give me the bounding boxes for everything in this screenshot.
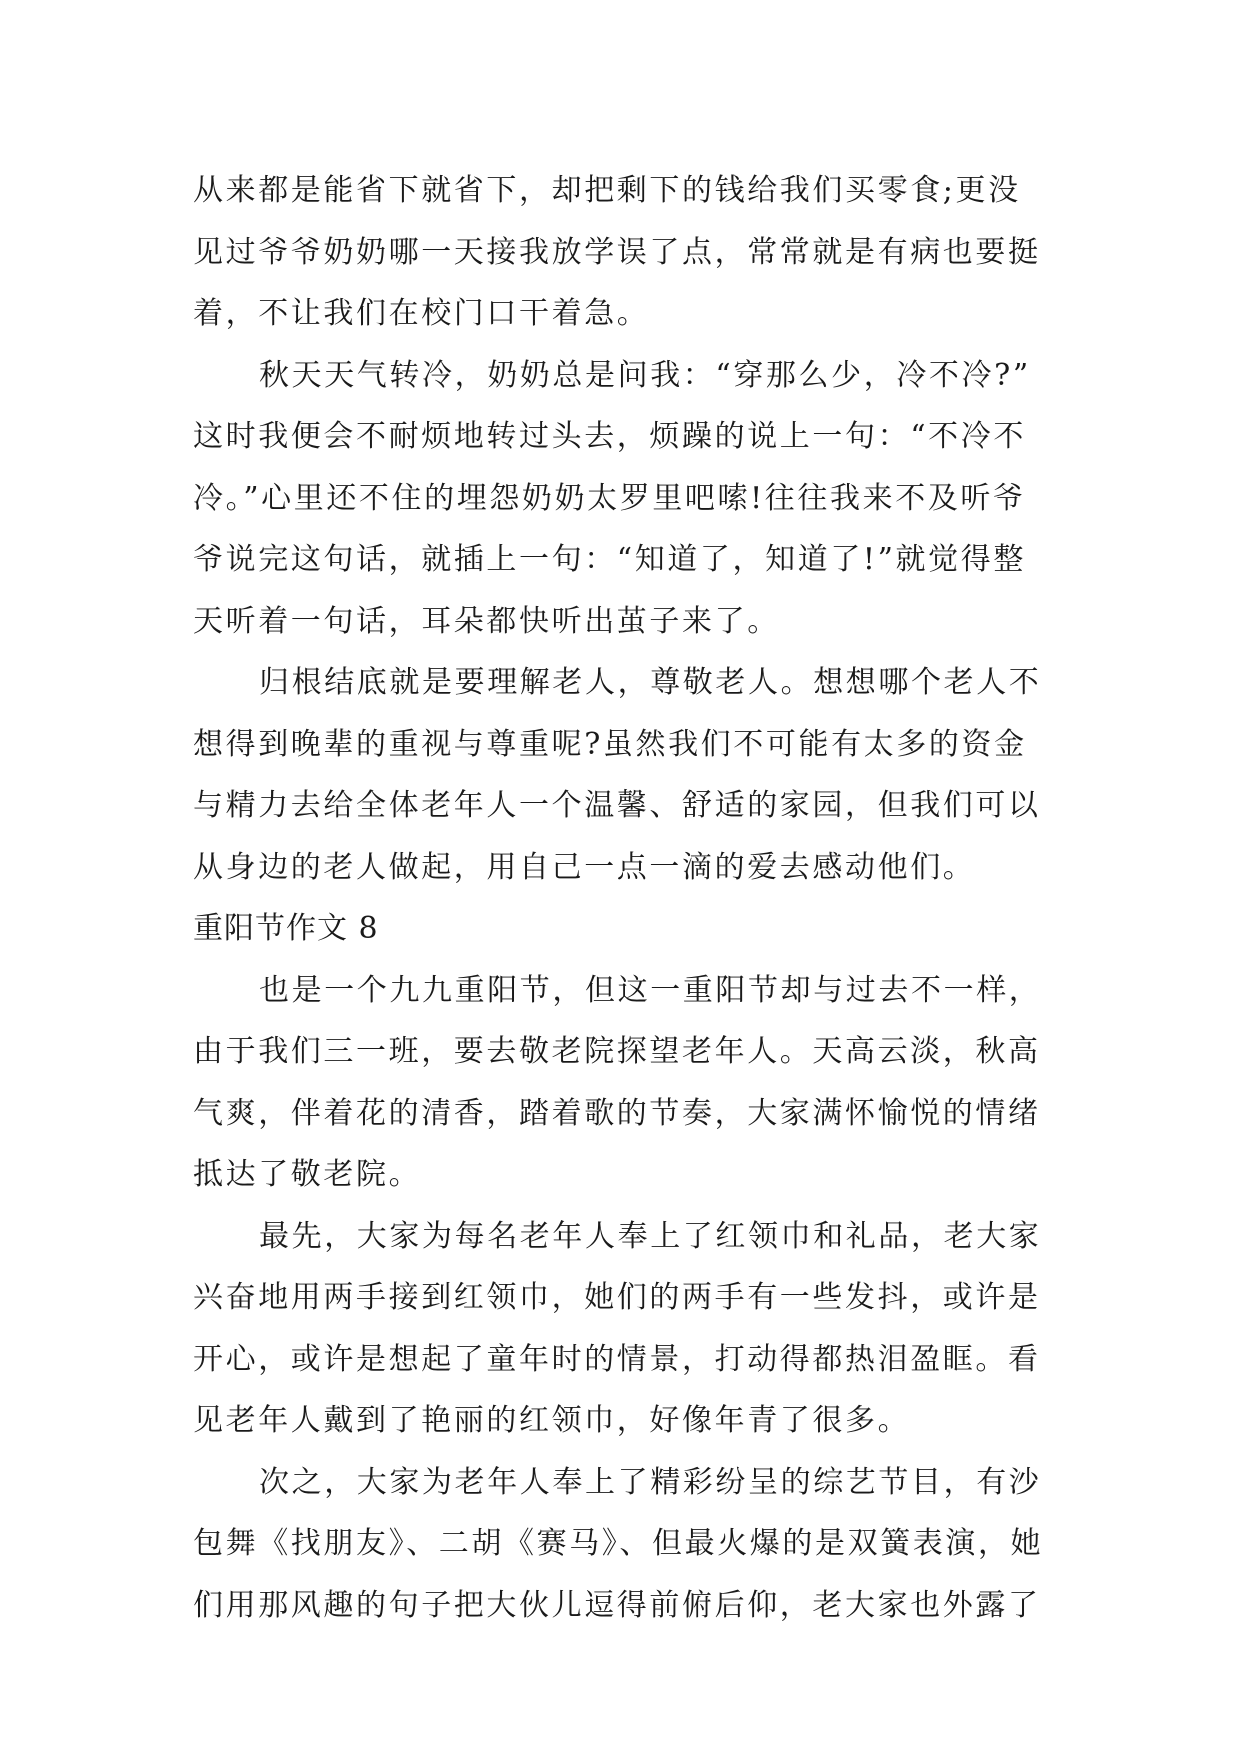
text-line: 从身边的老人做起，用自己一点一滴的爱去感动他们。 xyxy=(193,849,976,885)
text-line: 想得到晚辈的重视与尊重呢?虽然我们不可能有太多的资金 xyxy=(193,726,1027,762)
section-heading: 重阳节作文 8 xyxy=(193,911,379,946)
text-line: 从来都是能省下就省下，却把剩下的钱给我们买零食;更没 xyxy=(193,173,1021,208)
text-line: 气爽，伴着花的清香，踏着歌的节奏，大家满怀愉悦的情绪 xyxy=(193,1095,1041,1131)
text-line: 们用那风趣的句子把大伙儿逗得前俯后仰，老大家也外露了 xyxy=(193,1587,1041,1623)
document-body xyxy=(193,160,1061,1636)
text-line: 见老年人戴到了艳丽的红领巾，好像年青了很多。 xyxy=(193,1403,911,1438)
text-line: 这时我便会不耐烦地转过头去，烦躁的说上一句：“不冷不 xyxy=(193,419,1026,454)
text-line: 归根结底就是要理解老人，尊敬老人。想想哪个老人不 xyxy=(259,665,1042,700)
text-line: 冷。”心里还不住的埋怨奶奶太罗里吧嗦!往往我来不及听爷 xyxy=(193,480,1026,516)
text-line: 爷说完这句话，就插上一句：“知道了，知道了!”就觉得整 xyxy=(193,542,1026,577)
text-line: 秋天天气转冷，奶奶总是问我：“穿那么少，冷不冷?” xyxy=(259,357,1031,393)
text-line: 也是一个九九重阳节，但这一重阳节却与过去不一样， xyxy=(259,972,1042,1008)
text-line: 与精力去给全体老年人一个温馨、舒适的家园，但我们可以 xyxy=(193,788,1041,823)
text-line: 最先，大家为每名老年人奉上了红领巾和礼品，老大家 xyxy=(259,1218,1042,1254)
text-line: 着，不让我们在校门口干着急。 xyxy=(193,296,650,331)
text-line: 开心，或许是想起了童年时的情景，打动得都热泪盈眶。看 xyxy=(193,1341,1041,1377)
text-line: 天听着一句话，耳朵都快听出茧子来了。 xyxy=(193,603,780,639)
text-line: 包舞《找朋友》、二胡《赛马》、但最火爆的是双簧表演，她 xyxy=(193,1526,1044,1561)
text-line: 兴奋地用两手接到红领巾，她们的两手有一些发抖，或许是 xyxy=(193,1280,1041,1315)
text-line: 由于我们三一班，要去敬老院探望老年人。天高云淡，秋高 xyxy=(193,1034,1041,1069)
text-line: 次之，大家为老年人奉上了精彩纷呈的综艺节目，有沙 xyxy=(259,1464,1042,1500)
text-line: 见过爷爷奶奶哪一天接我放学误了点，常常就是有病也要挺 xyxy=(193,234,1041,270)
text-line: 抵达了敬老院。 xyxy=(193,1157,422,1192)
